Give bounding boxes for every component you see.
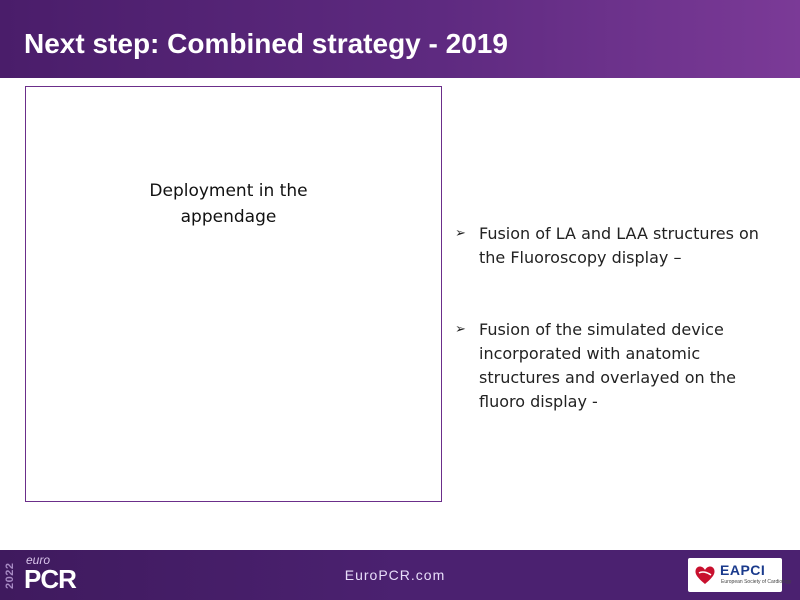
bullet-item — [453, 318, 783, 414]
slide-header — [0, 0, 800, 78]
figure-placeholder — [25, 86, 442, 502]
logo-euro-text: euro — [26, 553, 51, 567]
logo-pcr-text: PCR — [24, 564, 76, 594]
arrow-bullet-icon: ➢ — [455, 322, 466, 337]
bullet-list — [453, 222, 783, 414]
figure-caption-line: Deployment in the — [149, 181, 308, 201]
event-year: 2022 — [4, 562, 16, 590]
website-link[interactable]: EuroPCR.com — [344, 567, 446, 583]
arrow-bullet-icon: ➢ — [455, 226, 466, 241]
bullet-text-line: structures and overlayed on the — [479, 368, 736, 387]
slide-footer — [0, 550, 800, 600]
bullet-text-line: Fusion of the simulated device — [479, 320, 724, 339]
esc-subtitle: European Society of Cardiology — [721, 579, 792, 585]
bullet-text-line: the Fluoroscopy display – — [479, 248, 682, 267]
eapci-label: EAPCI — [720, 562, 766, 578]
eapci-logo — [688, 558, 792, 592]
bullet-text-line: fluoro display - — [479, 392, 598, 411]
figure-caption — [26, 178, 431, 230]
slide-title: Next step: Combined strategy - 2019 — [24, 28, 508, 59]
heart-icon — [693, 563, 717, 587]
bullet-item — [453, 222, 783, 270]
bullet-text-line: Fusion of LA and LAA structures on — [479, 224, 759, 243]
bullet-text-line: incorporated with anatomic — [479, 344, 701, 363]
figure-caption-line: appendage — [180, 207, 277, 227]
